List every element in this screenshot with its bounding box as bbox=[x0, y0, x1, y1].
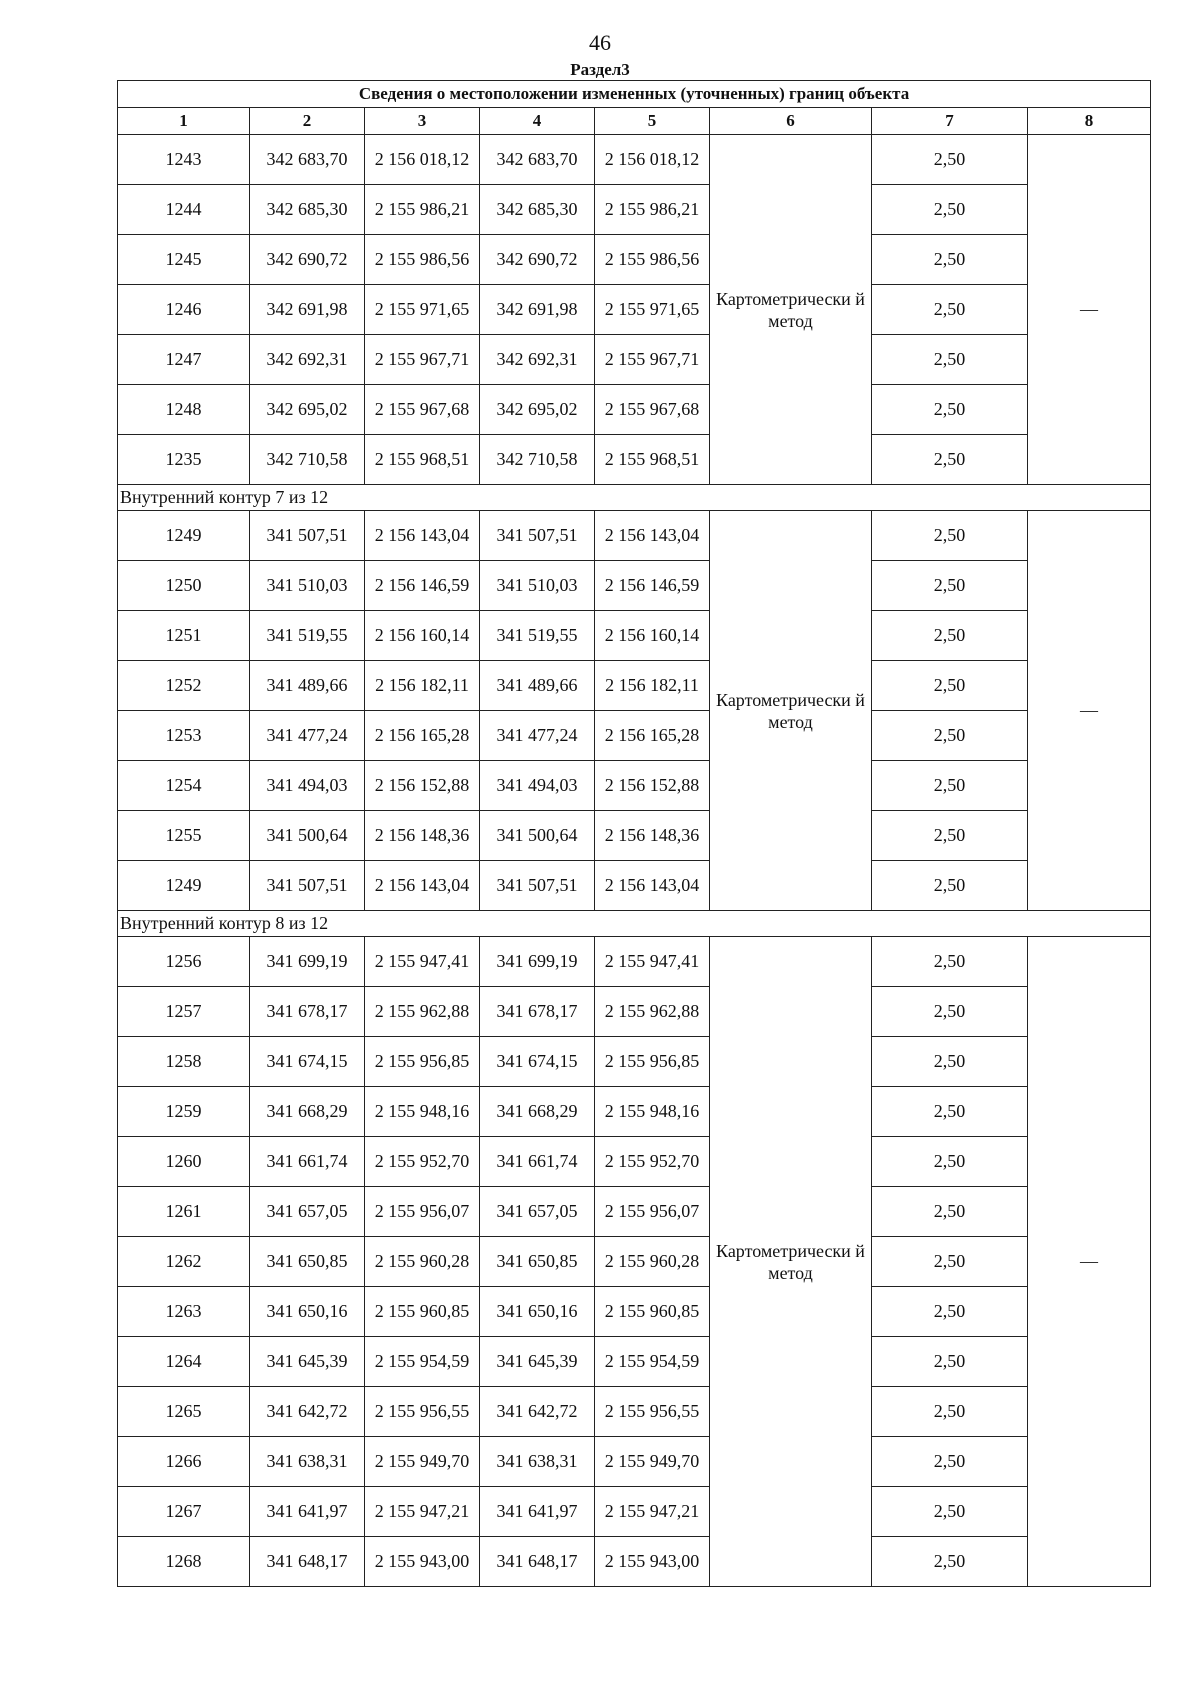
x-new-cell: 342 685,30 bbox=[480, 185, 595, 235]
table-row bbox=[118, 335, 1151, 385]
x-old-cell: 342 710,58 bbox=[250, 435, 365, 485]
precision-cell: 2,50 bbox=[872, 561, 1028, 611]
table-title: Сведения о местоположении измененных (уточненных) границ объекта bbox=[118, 81, 1151, 108]
y-old-cell: 2 156 143,04 bbox=[365, 861, 480, 911]
y-old-cell: 2 155 956,55 bbox=[365, 1387, 480, 1437]
y-old-cell: 2 155 948,16 bbox=[365, 1087, 480, 1137]
column-number: 3 bbox=[365, 108, 480, 135]
y-new-cell: 2 155 952,70 bbox=[595, 1137, 710, 1187]
precision-cell: 2,50 bbox=[872, 661, 1028, 711]
precision-cell: 2,50 bbox=[872, 861, 1028, 911]
x-old-cell: 341 674,15 bbox=[250, 1037, 365, 1087]
x-new-cell: 341 668,29 bbox=[480, 1087, 595, 1137]
table-row bbox=[118, 861, 1151, 911]
point-number-cell: 1266 bbox=[118, 1437, 250, 1487]
table-body bbox=[118, 135, 1151, 1587]
table-row bbox=[118, 285, 1151, 335]
table-row bbox=[118, 385, 1151, 435]
y-old-cell: 2 155 967,68 bbox=[365, 385, 480, 435]
y-old-cell: 2 156 152,88 bbox=[365, 761, 480, 811]
point-number-cell: 1243 bbox=[118, 135, 250, 185]
precision-cell: 2,50 bbox=[872, 1437, 1028, 1487]
precision-cell: 2,50 bbox=[872, 335, 1028, 385]
table-row bbox=[118, 1287, 1151, 1337]
y-old-cell: 2 155 967,71 bbox=[365, 335, 480, 385]
y-new-cell: 2 156 182,11 bbox=[595, 661, 710, 711]
x-new-cell: 342 695,02 bbox=[480, 385, 595, 435]
point-number-cell: 1259 bbox=[118, 1087, 250, 1137]
contour-label: Внутренний контур 8 из 12 bbox=[118, 911, 1151, 937]
y-old-cell: 2 156 165,28 bbox=[365, 711, 480, 761]
table-row bbox=[118, 1487, 1151, 1537]
y-new-cell: 2 156 146,59 bbox=[595, 561, 710, 611]
precision-cell: 2,50 bbox=[872, 235, 1028, 285]
y-new-cell: 2 155 967,68 bbox=[595, 385, 710, 435]
y-old-cell: 2 156 146,59 bbox=[365, 561, 480, 611]
precision-cell: 2,50 bbox=[872, 1337, 1028, 1387]
precision-cell: 2,50 bbox=[872, 1287, 1028, 1337]
x-old-cell: 341 489,66 bbox=[250, 661, 365, 711]
point-number-cell: 1251 bbox=[118, 611, 250, 661]
y-old-cell: 2 156 018,12 bbox=[365, 135, 480, 185]
point-number-cell: 1261 bbox=[118, 1187, 250, 1237]
column-number: 8 bbox=[1028, 108, 1151, 135]
y-new-cell: 2 156 143,04 bbox=[595, 511, 710, 561]
table-row bbox=[118, 135, 1151, 185]
precision-cell: 2,50 bbox=[872, 1037, 1028, 1087]
y-old-cell: 2 155 943,00 bbox=[365, 1537, 480, 1587]
x-new-cell: 341 661,74 bbox=[480, 1137, 595, 1187]
y-old-cell: 2 155 956,07 bbox=[365, 1187, 480, 1237]
point-number-cell: 1262 bbox=[118, 1237, 250, 1287]
point-number-cell: 1247 bbox=[118, 335, 250, 385]
table-row bbox=[118, 1187, 1151, 1237]
column-number-row bbox=[118, 108, 1151, 135]
y-new-cell: 2 155 948,16 bbox=[595, 1087, 710, 1137]
x-new-cell: 341 678,17 bbox=[480, 987, 595, 1037]
x-old-cell: 341 477,24 bbox=[250, 711, 365, 761]
point-number-cell: 1267 bbox=[118, 1487, 250, 1537]
y-new-cell: 2 155 947,41 bbox=[595, 937, 710, 987]
y-new-cell: 2 156 018,12 bbox=[595, 135, 710, 185]
x-old-cell: 341 650,85 bbox=[250, 1237, 365, 1287]
x-old-cell: 342 695,02 bbox=[250, 385, 365, 435]
y-old-cell: 2 155 971,65 bbox=[365, 285, 480, 335]
point-number-cell: 1257 bbox=[118, 987, 250, 1037]
point-number-cell: 1264 bbox=[118, 1337, 250, 1387]
y-new-cell: 2 156 165,28 bbox=[595, 711, 710, 761]
table-row bbox=[118, 761, 1151, 811]
x-old-cell: 341 699,19 bbox=[250, 937, 365, 987]
column-number: 7 bbox=[872, 108, 1028, 135]
precision-cell: 2,50 bbox=[872, 511, 1028, 561]
x-old-cell: 341 650,16 bbox=[250, 1287, 365, 1337]
x-old-cell: 342 692,31 bbox=[250, 335, 365, 385]
precision-cell: 2,50 bbox=[872, 711, 1028, 761]
x-new-cell: 341 645,39 bbox=[480, 1337, 595, 1387]
x-new-cell: 341 507,51 bbox=[480, 861, 595, 911]
precision-cell: 2,50 bbox=[872, 1237, 1028, 1287]
y-new-cell: 2 155 967,71 bbox=[595, 335, 710, 385]
point-number-cell: 1250 bbox=[118, 561, 250, 611]
x-new-cell: 341 674,15 bbox=[480, 1037, 595, 1087]
x-old-cell: 341 642,72 bbox=[250, 1387, 365, 1437]
table-row bbox=[118, 1137, 1151, 1187]
x-old-cell: 341 638,31 bbox=[250, 1437, 365, 1487]
x-new-cell: 341 650,85 bbox=[480, 1237, 595, 1287]
column-number: 5 bbox=[595, 108, 710, 135]
x-old-cell: 341 494,03 bbox=[250, 761, 365, 811]
x-new-cell: 341 510,03 bbox=[480, 561, 595, 611]
point-number-cell: 1263 bbox=[118, 1287, 250, 1337]
y-new-cell: 2 155 956,85 bbox=[595, 1037, 710, 1087]
x-old-cell: 341 657,05 bbox=[250, 1187, 365, 1237]
x-old-cell: 341 500,64 bbox=[250, 811, 365, 861]
y-old-cell: 2 156 148,36 bbox=[365, 811, 480, 861]
column-8-cell: — bbox=[1028, 511, 1151, 911]
point-number-cell: 1249 bbox=[118, 511, 250, 561]
method-cell: Картометрически й метод bbox=[710, 135, 872, 485]
column-8-cell: — bbox=[1028, 937, 1151, 1587]
column-number: 4 bbox=[480, 108, 595, 135]
precision-cell: 2,50 bbox=[872, 761, 1028, 811]
point-number-cell: 1260 bbox=[118, 1137, 250, 1187]
table-row bbox=[118, 435, 1151, 485]
point-number-cell: 1249 bbox=[118, 861, 250, 911]
table-row bbox=[118, 561, 1151, 611]
x-old-cell: 341 648,17 bbox=[250, 1537, 365, 1587]
y-old-cell: 2 155 986,56 bbox=[365, 235, 480, 285]
y-new-cell: 2 155 956,07 bbox=[595, 1187, 710, 1237]
y-old-cell: 2 155 954,59 bbox=[365, 1337, 480, 1387]
table-row bbox=[118, 661, 1151, 711]
x-old-cell: 341 510,03 bbox=[250, 561, 365, 611]
table-row bbox=[118, 611, 1151, 661]
precision-cell: 2,50 bbox=[872, 1387, 1028, 1437]
x-new-cell: 341 507,51 bbox=[480, 511, 595, 561]
x-old-cell: 341 641,97 bbox=[250, 1487, 365, 1537]
table-row bbox=[118, 1437, 1151, 1487]
column-number: 6 bbox=[710, 108, 872, 135]
table-row bbox=[118, 811, 1151, 861]
y-old-cell: 2 155 968,51 bbox=[365, 435, 480, 485]
x-new-cell: 341 650,16 bbox=[480, 1287, 595, 1337]
page-number: 46 bbox=[589, 30, 611, 55]
y-new-cell: 2 155 956,55 bbox=[595, 1387, 710, 1437]
x-old-cell: 341 519,55 bbox=[250, 611, 365, 661]
point-number-cell: 1256 bbox=[118, 937, 250, 987]
x-old-cell: 341 661,74 bbox=[250, 1137, 365, 1187]
y-new-cell: 2 155 947,21 bbox=[595, 1487, 710, 1537]
table-row bbox=[118, 185, 1151, 235]
precision-cell: 2,50 bbox=[872, 611, 1028, 661]
y-new-cell: 2 156 160,14 bbox=[595, 611, 710, 661]
table-row bbox=[118, 1387, 1151, 1437]
x-old-cell: 342 691,98 bbox=[250, 285, 365, 335]
y-new-cell: 2 156 148,36 bbox=[595, 811, 710, 861]
y-new-cell: 2 155 986,56 bbox=[595, 235, 710, 285]
contour-label: Внутренний контур 7 из 12 bbox=[118, 485, 1151, 511]
precision-cell: 2,50 bbox=[872, 185, 1028, 235]
precision-cell: 2,50 bbox=[872, 1537, 1028, 1587]
x-new-cell: 341 494,03 bbox=[480, 761, 595, 811]
point-number-cell: 1265 bbox=[118, 1387, 250, 1437]
method-cell: Картометрически й метод bbox=[710, 511, 872, 911]
y-new-cell: 2 155 949,70 bbox=[595, 1437, 710, 1487]
precision-cell: 2,50 bbox=[872, 987, 1028, 1037]
y-new-cell: 2 155 986,21 bbox=[595, 185, 710, 235]
precision-cell: 2,50 bbox=[872, 811, 1028, 861]
column-number: 1 bbox=[118, 108, 250, 135]
y-old-cell: 2 155 962,88 bbox=[365, 987, 480, 1037]
table-row bbox=[118, 1087, 1151, 1137]
table-row bbox=[118, 235, 1151, 285]
contour-header-row bbox=[118, 911, 1151, 937]
x-old-cell: 341 507,51 bbox=[250, 511, 365, 561]
x-old-cell: 341 668,29 bbox=[250, 1087, 365, 1137]
y-old-cell: 2 155 952,70 bbox=[365, 1137, 480, 1187]
precision-cell: 2,50 bbox=[872, 285, 1028, 335]
point-number-cell: 1255 bbox=[118, 811, 250, 861]
column-8-cell: — bbox=[1028, 135, 1151, 485]
point-number-cell: 1244 bbox=[118, 185, 250, 235]
x-new-cell: 342 692,31 bbox=[480, 335, 595, 385]
x-old-cell: 342 690,72 bbox=[250, 235, 365, 285]
y-old-cell: 2 155 949,70 bbox=[365, 1437, 480, 1487]
point-number-cell: 1258 bbox=[118, 1037, 250, 1087]
precision-cell: 2,50 bbox=[872, 1137, 1028, 1187]
y-new-cell: 2 155 962,88 bbox=[595, 987, 710, 1037]
x-new-cell: 341 500,64 bbox=[480, 811, 595, 861]
table-row bbox=[118, 1337, 1151, 1387]
y-old-cell: 2 155 947,41 bbox=[365, 937, 480, 987]
x-new-cell: 341 648,17 bbox=[480, 1537, 595, 1587]
contour-header-row bbox=[118, 485, 1151, 511]
y-old-cell: 2 156 143,04 bbox=[365, 511, 480, 561]
y-new-cell: 2 155 954,59 bbox=[595, 1337, 710, 1387]
y-old-cell: 2 156 160,14 bbox=[365, 611, 480, 661]
y-old-cell: 2 155 947,21 bbox=[365, 1487, 480, 1537]
y-old-cell: 2 155 960,28 bbox=[365, 1237, 480, 1287]
precision-cell: 2,50 bbox=[872, 435, 1028, 485]
table-row bbox=[118, 511, 1151, 561]
y-new-cell: 2 155 971,65 bbox=[595, 285, 710, 335]
y-old-cell: 2 155 986,21 bbox=[365, 185, 480, 235]
y-new-cell: 2 155 943,00 bbox=[595, 1537, 710, 1587]
x-new-cell: 342 710,58 bbox=[480, 435, 595, 485]
x-new-cell: 342 690,72 bbox=[480, 235, 595, 285]
precision-cell: 2,50 bbox=[872, 1187, 1028, 1237]
table-row bbox=[118, 1237, 1151, 1287]
y-old-cell: 2 156 182,11 bbox=[365, 661, 480, 711]
precision-cell: 2,50 bbox=[872, 1487, 1028, 1537]
section-label: Раздел3 bbox=[570, 60, 630, 79]
y-new-cell: 2 156 152,88 bbox=[595, 761, 710, 811]
x-new-cell: 341 641,97 bbox=[480, 1487, 595, 1537]
point-number-cell: 1252 bbox=[118, 661, 250, 711]
column-number: 2 bbox=[250, 108, 365, 135]
table-row bbox=[118, 937, 1151, 987]
precision-cell: 2,50 bbox=[872, 937, 1028, 987]
precision-cell: 2,50 bbox=[872, 1087, 1028, 1137]
y-new-cell: 2 156 143,04 bbox=[595, 861, 710, 911]
x-new-cell: 341 519,55 bbox=[480, 611, 595, 661]
y-new-cell: 2 155 960,28 bbox=[595, 1237, 710, 1287]
table-row bbox=[118, 1037, 1151, 1087]
point-number-cell: 1235 bbox=[118, 435, 250, 485]
precision-cell: 2,50 bbox=[872, 385, 1028, 435]
y-new-cell: 2 155 960,85 bbox=[595, 1287, 710, 1337]
table-row bbox=[118, 711, 1151, 761]
x-new-cell: 341 699,19 bbox=[480, 937, 595, 987]
coordinates-table bbox=[117, 80, 1151, 1587]
point-number-cell: 1253 bbox=[118, 711, 250, 761]
x-old-cell: 342 683,70 bbox=[250, 135, 365, 185]
point-number-cell: 1245 bbox=[118, 235, 250, 285]
x-new-cell: 341 477,24 bbox=[480, 711, 595, 761]
x-new-cell: 341 489,66 bbox=[480, 661, 595, 711]
precision-cell: 2,50 bbox=[872, 135, 1028, 185]
method-cell: Картометрически й метод bbox=[710, 937, 872, 1587]
x-new-cell: 342 683,70 bbox=[480, 135, 595, 185]
x-new-cell: 342 691,98 bbox=[480, 285, 595, 335]
y-old-cell: 2 155 956,85 bbox=[365, 1037, 480, 1087]
x-old-cell: 341 645,39 bbox=[250, 1337, 365, 1387]
point-number-cell: 1254 bbox=[118, 761, 250, 811]
point-number-cell: 1246 bbox=[118, 285, 250, 335]
table-row bbox=[118, 1537, 1151, 1587]
x-old-cell: 341 678,17 bbox=[250, 987, 365, 1037]
x-new-cell: 341 638,31 bbox=[480, 1437, 595, 1487]
x-new-cell: 341 642,72 bbox=[480, 1387, 595, 1437]
y-old-cell: 2 155 960,85 bbox=[365, 1287, 480, 1337]
point-number-cell: 1268 bbox=[118, 1537, 250, 1587]
x-old-cell: 341 507,51 bbox=[250, 861, 365, 911]
x-new-cell: 341 657,05 bbox=[480, 1187, 595, 1237]
table-row bbox=[118, 987, 1151, 1037]
point-number-cell: 1248 bbox=[118, 385, 250, 435]
y-new-cell: 2 155 968,51 bbox=[595, 435, 710, 485]
x-old-cell: 342 685,30 bbox=[250, 185, 365, 235]
